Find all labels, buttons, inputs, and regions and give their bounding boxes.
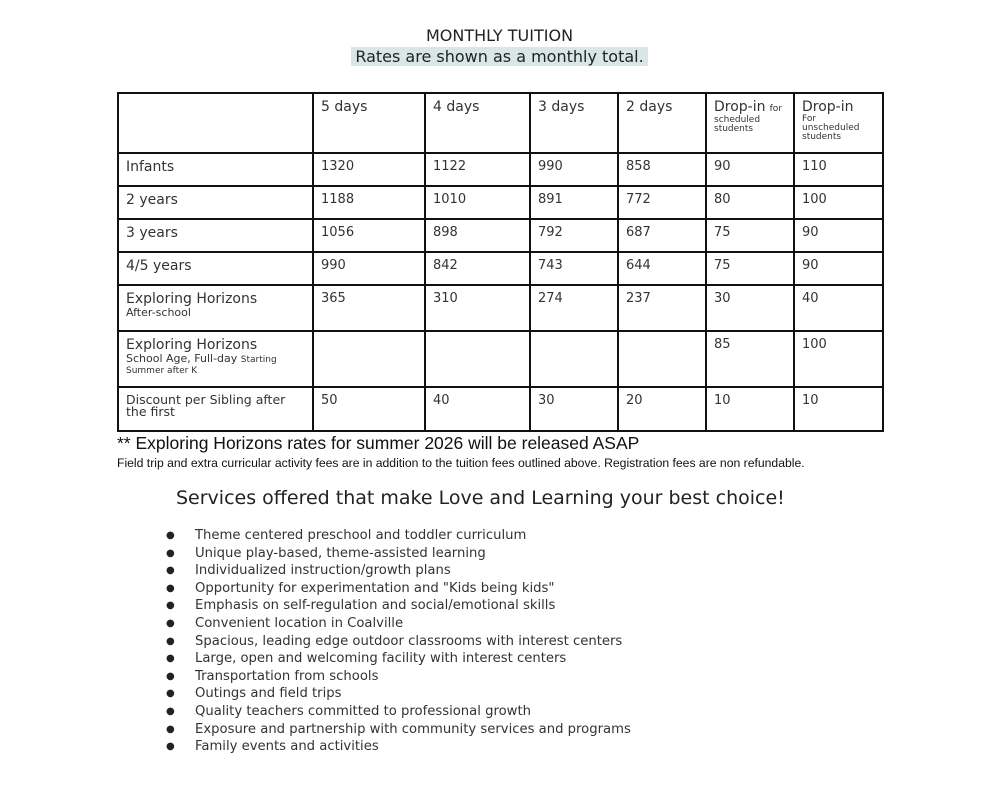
row-label: Exploring Horizons School Age, Full-day Starting Summer after K — [118, 331, 313, 387]
cell: 20 — [618, 387, 706, 431]
cell: 898 — [425, 219, 530, 252]
bullet-icon: ● — [166, 705, 175, 717]
services-list — [165, 527, 631, 756]
cell: 85 — [706, 331, 794, 387]
cell: 1320 — [313, 153, 425, 186]
list-item: ● Exposure and partnership with community services and programs — [166, 721, 631, 737]
bullet-icon: ● — [166, 582, 175, 594]
bullet-icon: ● — [166, 741, 175, 753]
header-cell: 2 days — [618, 93, 706, 153]
bullet-icon: ● — [166, 565, 175, 577]
list-item: ● Family events and activities — [166, 739, 379, 755]
table-row — [118, 387, 883, 431]
cell: 10 — [706, 387, 794, 431]
bullet-icon: ● — [166, 653, 175, 665]
list-item: ● Opportunity for experimentation and "Kids being kids" — [166, 580, 555, 596]
header-cell: 4 days — [425, 93, 530, 153]
bullet-icon: ● — [166, 670, 175, 682]
cell: 50 — [313, 387, 425, 431]
list-item: ● Individualized instruction/growth plans — [166, 563, 451, 579]
cell: 90 — [706, 153, 794, 186]
cell: 237 — [618, 285, 706, 331]
cell: 100 — [794, 331, 883, 387]
cell: 990 — [313, 252, 425, 285]
subtitle-wrap — [0, 47, 999, 66]
bullet-icon: ● — [166, 635, 175, 647]
list-item: ● Unique play-based, theme-assisted learning — [166, 545, 486, 561]
cell — [618, 331, 706, 387]
table-row — [118, 219, 883, 252]
cell: 80 — [706, 186, 794, 219]
row-label: 4/5 years — [118, 252, 313, 285]
table-row — [118, 252, 883, 285]
row-label: 2 years — [118, 186, 313, 219]
row-label: Discount per Sibling after the first — [118, 387, 313, 431]
cell — [425, 331, 530, 387]
header-cell-dropin-unscheduled: Drop-in For unscheduled students — [794, 93, 883, 153]
fees-note: Field trip and extra curricular activity fees are in addition to the tuition fees outlined above. Registration fees are non refundable. — [117, 456, 805, 470]
cell: 891 — [530, 186, 618, 219]
list-item: ● Quality teachers committed to professional growth — [166, 703, 531, 719]
bullet-icon: ● — [166, 688, 175, 700]
header-cell-empty — [118, 93, 313, 153]
bullet-icon: ● — [166, 617, 175, 629]
bullet-icon: ● — [166, 530, 175, 541]
summer-note: ** Exploring Horizons rates for summer 2026 will be released ASAP — [117, 433, 640, 453]
cell: 40 — [425, 387, 530, 431]
cell: 75 — [706, 252, 794, 285]
cell: 1122 — [425, 153, 530, 186]
cell: 1056 — [313, 219, 425, 252]
cell: 274 — [530, 285, 618, 331]
list-item: ● Theme centered preschool and toddler curriculum — [166, 528, 527, 543]
cell: 858 — [618, 153, 706, 186]
cell — [313, 331, 425, 387]
subtitle-highlighted: Rates are shown as a monthly total. — [351, 47, 647, 66]
table-row — [118, 331, 883, 387]
bullet-icon: ● — [166, 723, 175, 735]
cell: 90 — [794, 252, 883, 285]
tuition-table — [117, 92, 884, 432]
cell — [530, 331, 618, 387]
cell: 310 — [425, 285, 530, 331]
cell: 842 — [425, 252, 530, 285]
cell: 75 — [706, 219, 794, 252]
cell: 990 — [530, 153, 618, 186]
cell: 772 — [618, 186, 706, 219]
cell: 100 — [794, 186, 883, 219]
list-item: ● Outings and field trips — [166, 686, 342, 702]
table-header-row — [118, 93, 883, 153]
cell: 743 — [530, 252, 618, 285]
bullet-icon: ● — [166, 600, 175, 612]
row-label: 3 years — [118, 219, 313, 252]
cell: 40 — [794, 285, 883, 331]
cell: 644 — [618, 252, 706, 285]
cell: 365 — [313, 285, 425, 331]
cell: 1010 — [425, 186, 530, 219]
header-cell: 5 days — [313, 93, 425, 153]
header-cell: 3 days — [530, 93, 618, 153]
table-row — [118, 186, 883, 219]
bullet-icon: ● — [166, 547, 175, 559]
list-item: ● Spacious, leading edge outdoor classrooms with interest centers — [166, 633, 623, 649]
page-title: MONTHLY TUITION — [425, 26, 574, 45]
cell: 10 — [794, 387, 883, 431]
cell: 30 — [706, 285, 794, 331]
table-row — [118, 153, 883, 186]
table-row — [118, 285, 883, 331]
cell: 90 — [794, 219, 883, 252]
cell: 792 — [530, 219, 618, 252]
cell: 110 — [794, 153, 883, 186]
list-item: ● Transportation from schools — [166, 668, 379, 684]
cell: 30 — [530, 387, 618, 431]
header-cell-dropin-scheduled: Drop-in for scheduled students — [706, 93, 794, 153]
cell: 1188 — [313, 186, 425, 219]
list-item: ● Large, open and welcoming facility with interest centers — [166, 651, 567, 667]
cell: 687 — [618, 219, 706, 252]
row-label: Exploring Horizons After-school — [118, 285, 313, 331]
list-item: ● Convenient location in Coalville — [166, 615, 404, 631]
list-item: ● Emphasis on self-regulation and social/emotional skills — [166, 598, 556, 614]
row-label: Infants — [118, 153, 313, 186]
services-title: Services offered that make Love and Learning your best choice! — [176, 487, 785, 509]
